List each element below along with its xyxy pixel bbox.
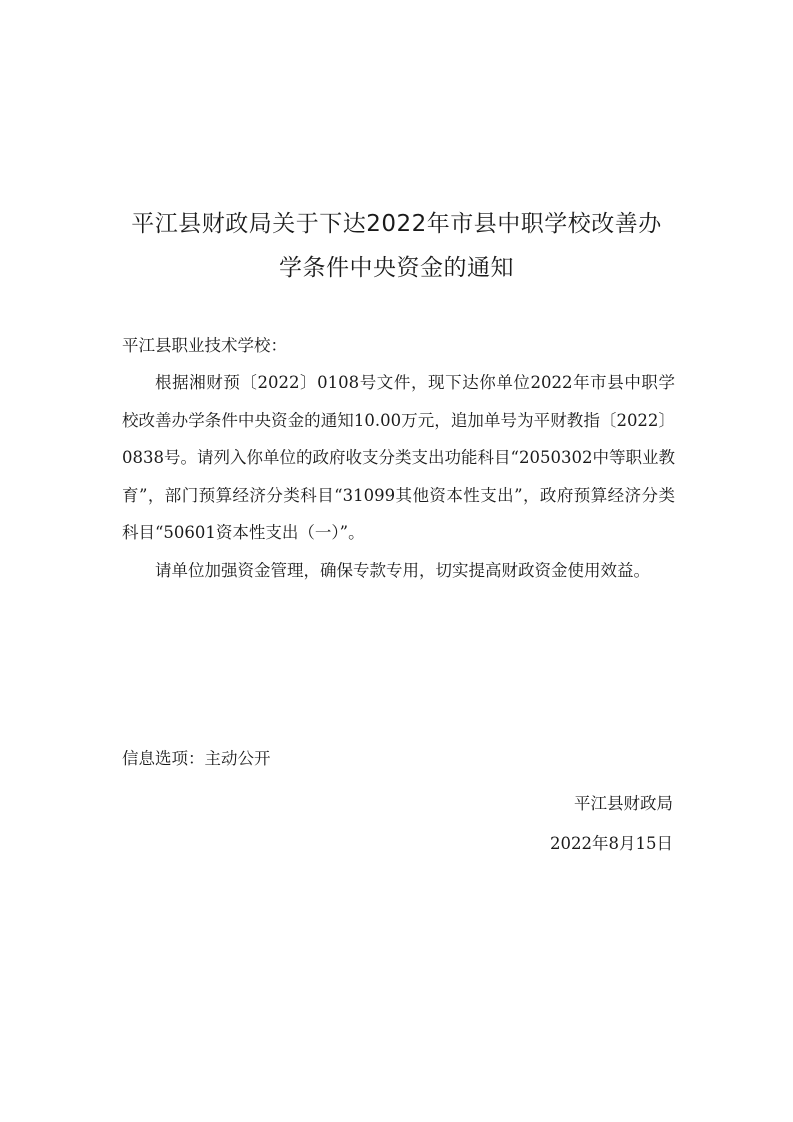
body-paragraph-2: 请单位加强资金管理，确保专款专用，切实提高财政资金使用效益。	[155, 560, 650, 580]
document-title	[100, 202, 693, 290]
title-line-1: 平江县财政局关于下达2022年市县中职学校改善办	[131, 211, 662, 237]
body-paragraph-1: 根据湘财预〔2022〕0108号文件，现下达你单位2022年市县中职学校改善办学条件中央资金的通知10.00万元，追加单号为平财教指〔2022〕0838号。请列入你单位的政府收支分类支出功能科目“2050302中等职业教育”，部门预算经济分类科目“31099其他资本性支出”，政府预算经济分类科目“50601资本性支出（一）”。	[122, 373, 675, 542]
document-body	[122, 364, 675, 589]
disclosure-option: 信息选项：主动公开	[122, 749, 271, 768]
signature-organization: 平江县财政局	[574, 794, 673, 813]
title-line-2: 学条件中央资金的通知	[279, 255, 514, 281]
signature-date: 2022年8月15日	[550, 834, 673, 853]
addressee: 平江县职业技术学校：	[122, 336, 287, 355]
